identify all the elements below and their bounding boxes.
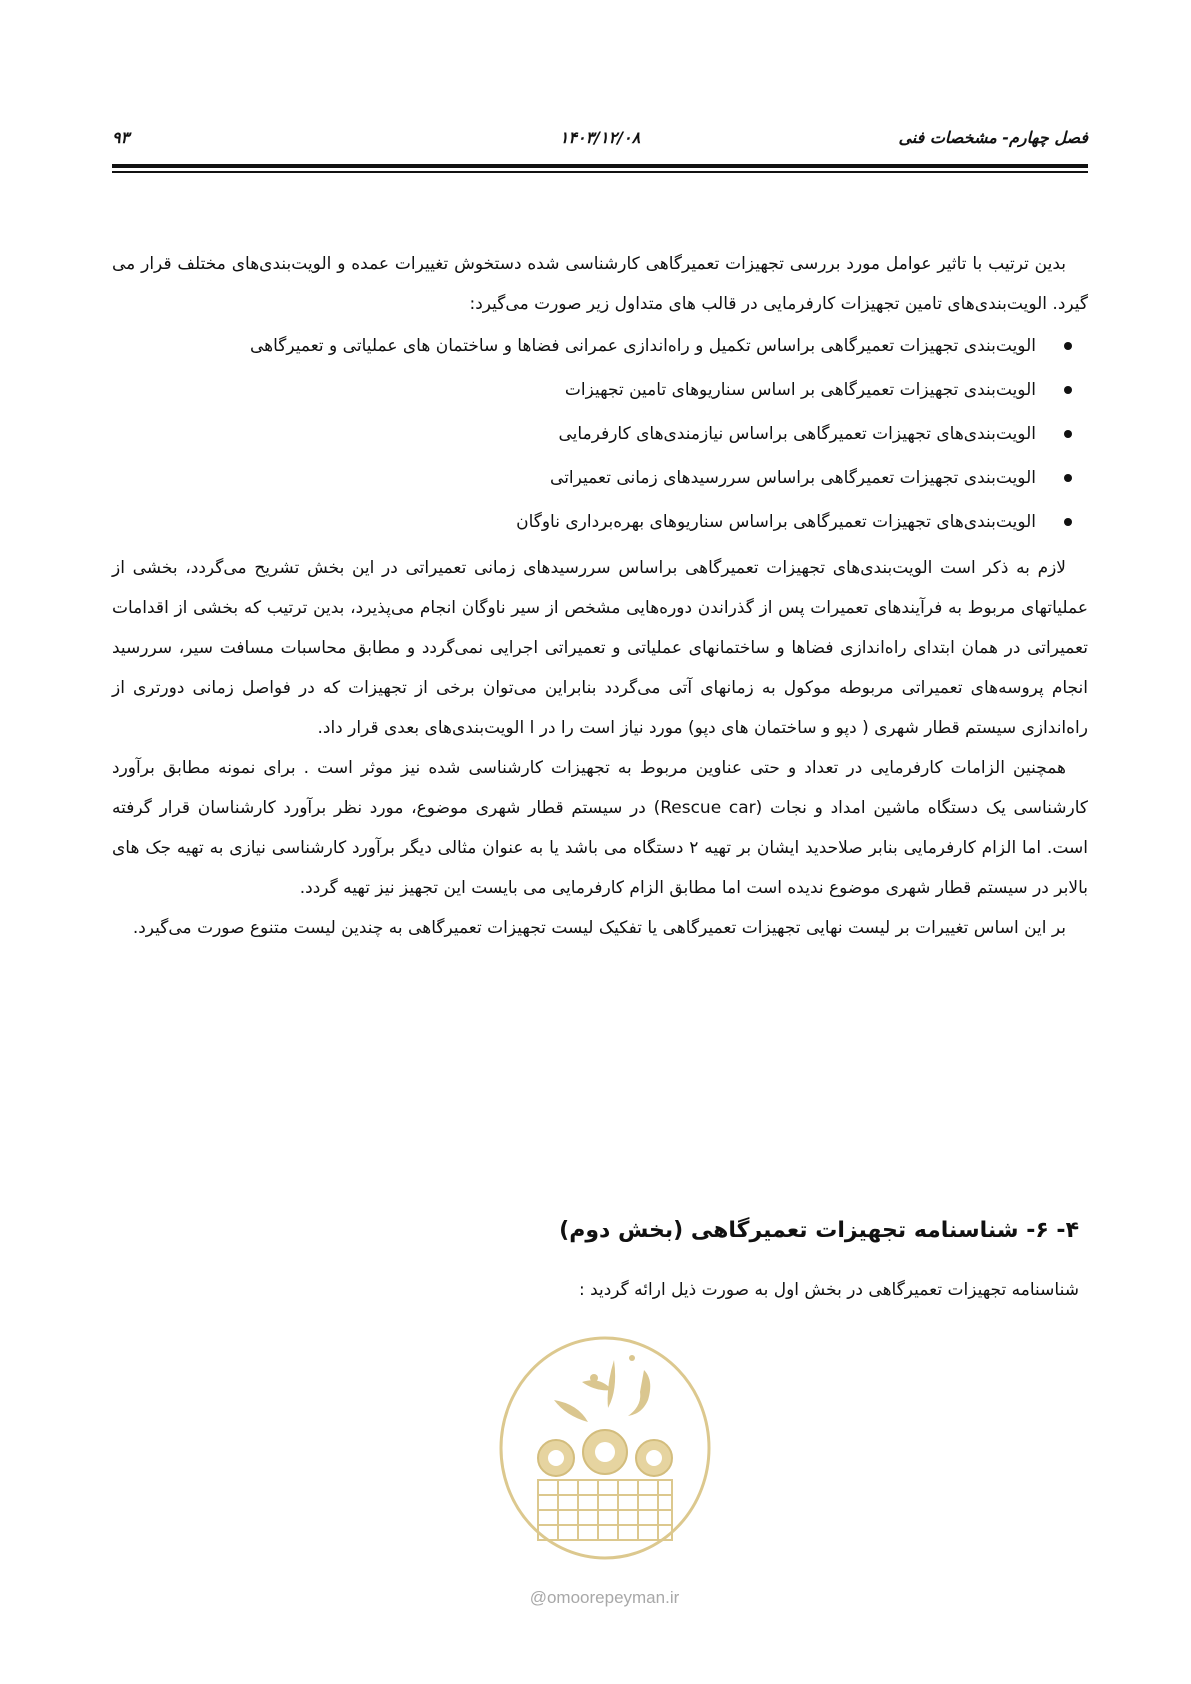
bullet-icon [1064, 386, 1072, 394]
priority-list [112, 324, 1088, 544]
section-intro: شناسنامه تجهیزات تعمیرگاهی در بخش اول به صورت ذیل ارائه گردید : [578, 1280, 1079, 1300]
page-header [112, 128, 1088, 158]
list-item-text: الویت‌بندی تجهیزات تعمیرگاهی بر اساس سناریوهای تامین تجهیزات [564, 380, 1036, 400]
header-date: ۱۴۰۳/۱۲/۰۸ [559, 128, 641, 147]
list-item [112, 324, 1088, 368]
paragraph-employer-requirements: همچنین الزامات کارفرمایی در تعداد و حتی عناوین مربوط به تجهیزات کارشناسی شده نیز موثر است . برای نمونه مطابق برآورد کارشناسی یک دستگاه ماشین امداد و نجات (Rescue car) در سیستم قطار شهری موضوع، مورد نظر برآورد کارشناسان قرار گرفته است. اما الزام کارفرمایی بنابر صلاحدید ایشان بر تهیه ۲ دستگاه می باشد یا به عنوان مثالی دیگر برآورد کارشناسی نیازی به تهیه جک های بالابر در سیستم قطار شهری موضوع ندیده است اما مطابق الزام کارفرمایی می بایست این تجهیز نیز تهیه گردد. [112, 758, 1088, 898]
header-rule-thick [112, 164, 1088, 168]
bullet-icon [1064, 518, 1072, 526]
list-item-text: الویت‌بندی تجهیزات تعمیرگاهی براساس سررسیدهای زمانی تعمیراتی [550, 468, 1036, 488]
watermark-caption: @omoorepeyman.ir [529, 1588, 680, 1607]
bullet-icon [1064, 342, 1072, 350]
paragraph-intro: بدین ترتیب با تاثیر عوامل مورد بررسی تجهیزات تعمیرگاهی کارشناسی شده دستخوش تغییرات عمده و الویت‌بندی‌های مختلف قرار می گیرد. الویت‌بندی‌های تامین تجهیزات کارفرمایی در قالب های متداول زیر صورت می‌گیرد: [112, 254, 1088, 314]
list-item [112, 456, 1088, 500]
paragraph-final-list: بر این اساس تغییرات بر لیست نهایی تجهیزات تعمیرگاهی یا تفکیک لیست تجهیزات تعمیرگاهی به چندین لیست متنوع صورت می‌گیرد. [132, 918, 1066, 938]
list-item-text: الویت‌بندی‌های تجهیزات تعمیرگاهی براساس سناریوهای بهره‌برداری ناوگان [516, 512, 1036, 532]
list-item [112, 412, 1088, 456]
list-item [112, 368, 1088, 412]
page-number: ۹۳ [112, 128, 130, 147]
bullet-icon [1064, 430, 1072, 438]
section-heading: ۴- ۶- شناسنامه تجهیزات تعمیرگاهی (بخش دوم) [559, 1218, 1079, 1243]
bullet-icon [1064, 474, 1072, 482]
chapter-title: فصل چهارم- مشخصات فنی [898, 128, 1088, 147]
paragraph-priority-explanation: لازم به ذکر است الویت‌بندی‌های تجهیزات تعمیرگاهی براساس سررسیدهای زمانی تعمیراتی در این بخش تشریح می‌گردد، بخشی از عملیاتهای مربوط به فرآیندهای تعمیرات پس از گذراندن دوره‌هایی مشخص از سیر ناوگان انجام می‌پذیرد، بدین ترتیب که بخشی از اقدامات تعمیراتی در همان ابتدای راه‌اندازی فضاها و ساختمانهای عملیاتی و تعمیراتی اجرایی نمی‌گردد و مطابق محاسبات مسافت سیر، سررسید انجام پروسه‌های تعمیراتی مربوطه موکول به زمانهای آتی می‌گردد بنابراین می‌توان برخی از تجهیزات که در فواصل زمانی دورتری از راه‌اندازی سیستم قطار شهری ( دپو و ساختمان های دپو) مورد نیاز است را در ا الویت‌بندی‌های بعدی قرار داد. [112, 558, 1088, 738]
list-item [112, 500, 1088, 544]
body-content [112, 244, 1088, 948]
watermark-logo-icon [494, 1330, 716, 1580]
list-item-text: الویت‌بندی تجهیزات تعمیرگاهی براساس تکمیل و راه‌اندازی عمرانی فضاها و ساختمان های عملیاتی و تعمیرگاهی [249, 336, 1036, 356]
header-rule-thin [112, 171, 1088, 173]
list-item-text: الویت‌بندی‌های تجهیزات تعمیرگاهی براساس نیازمندی‌های کارفرمایی [558, 424, 1036, 444]
